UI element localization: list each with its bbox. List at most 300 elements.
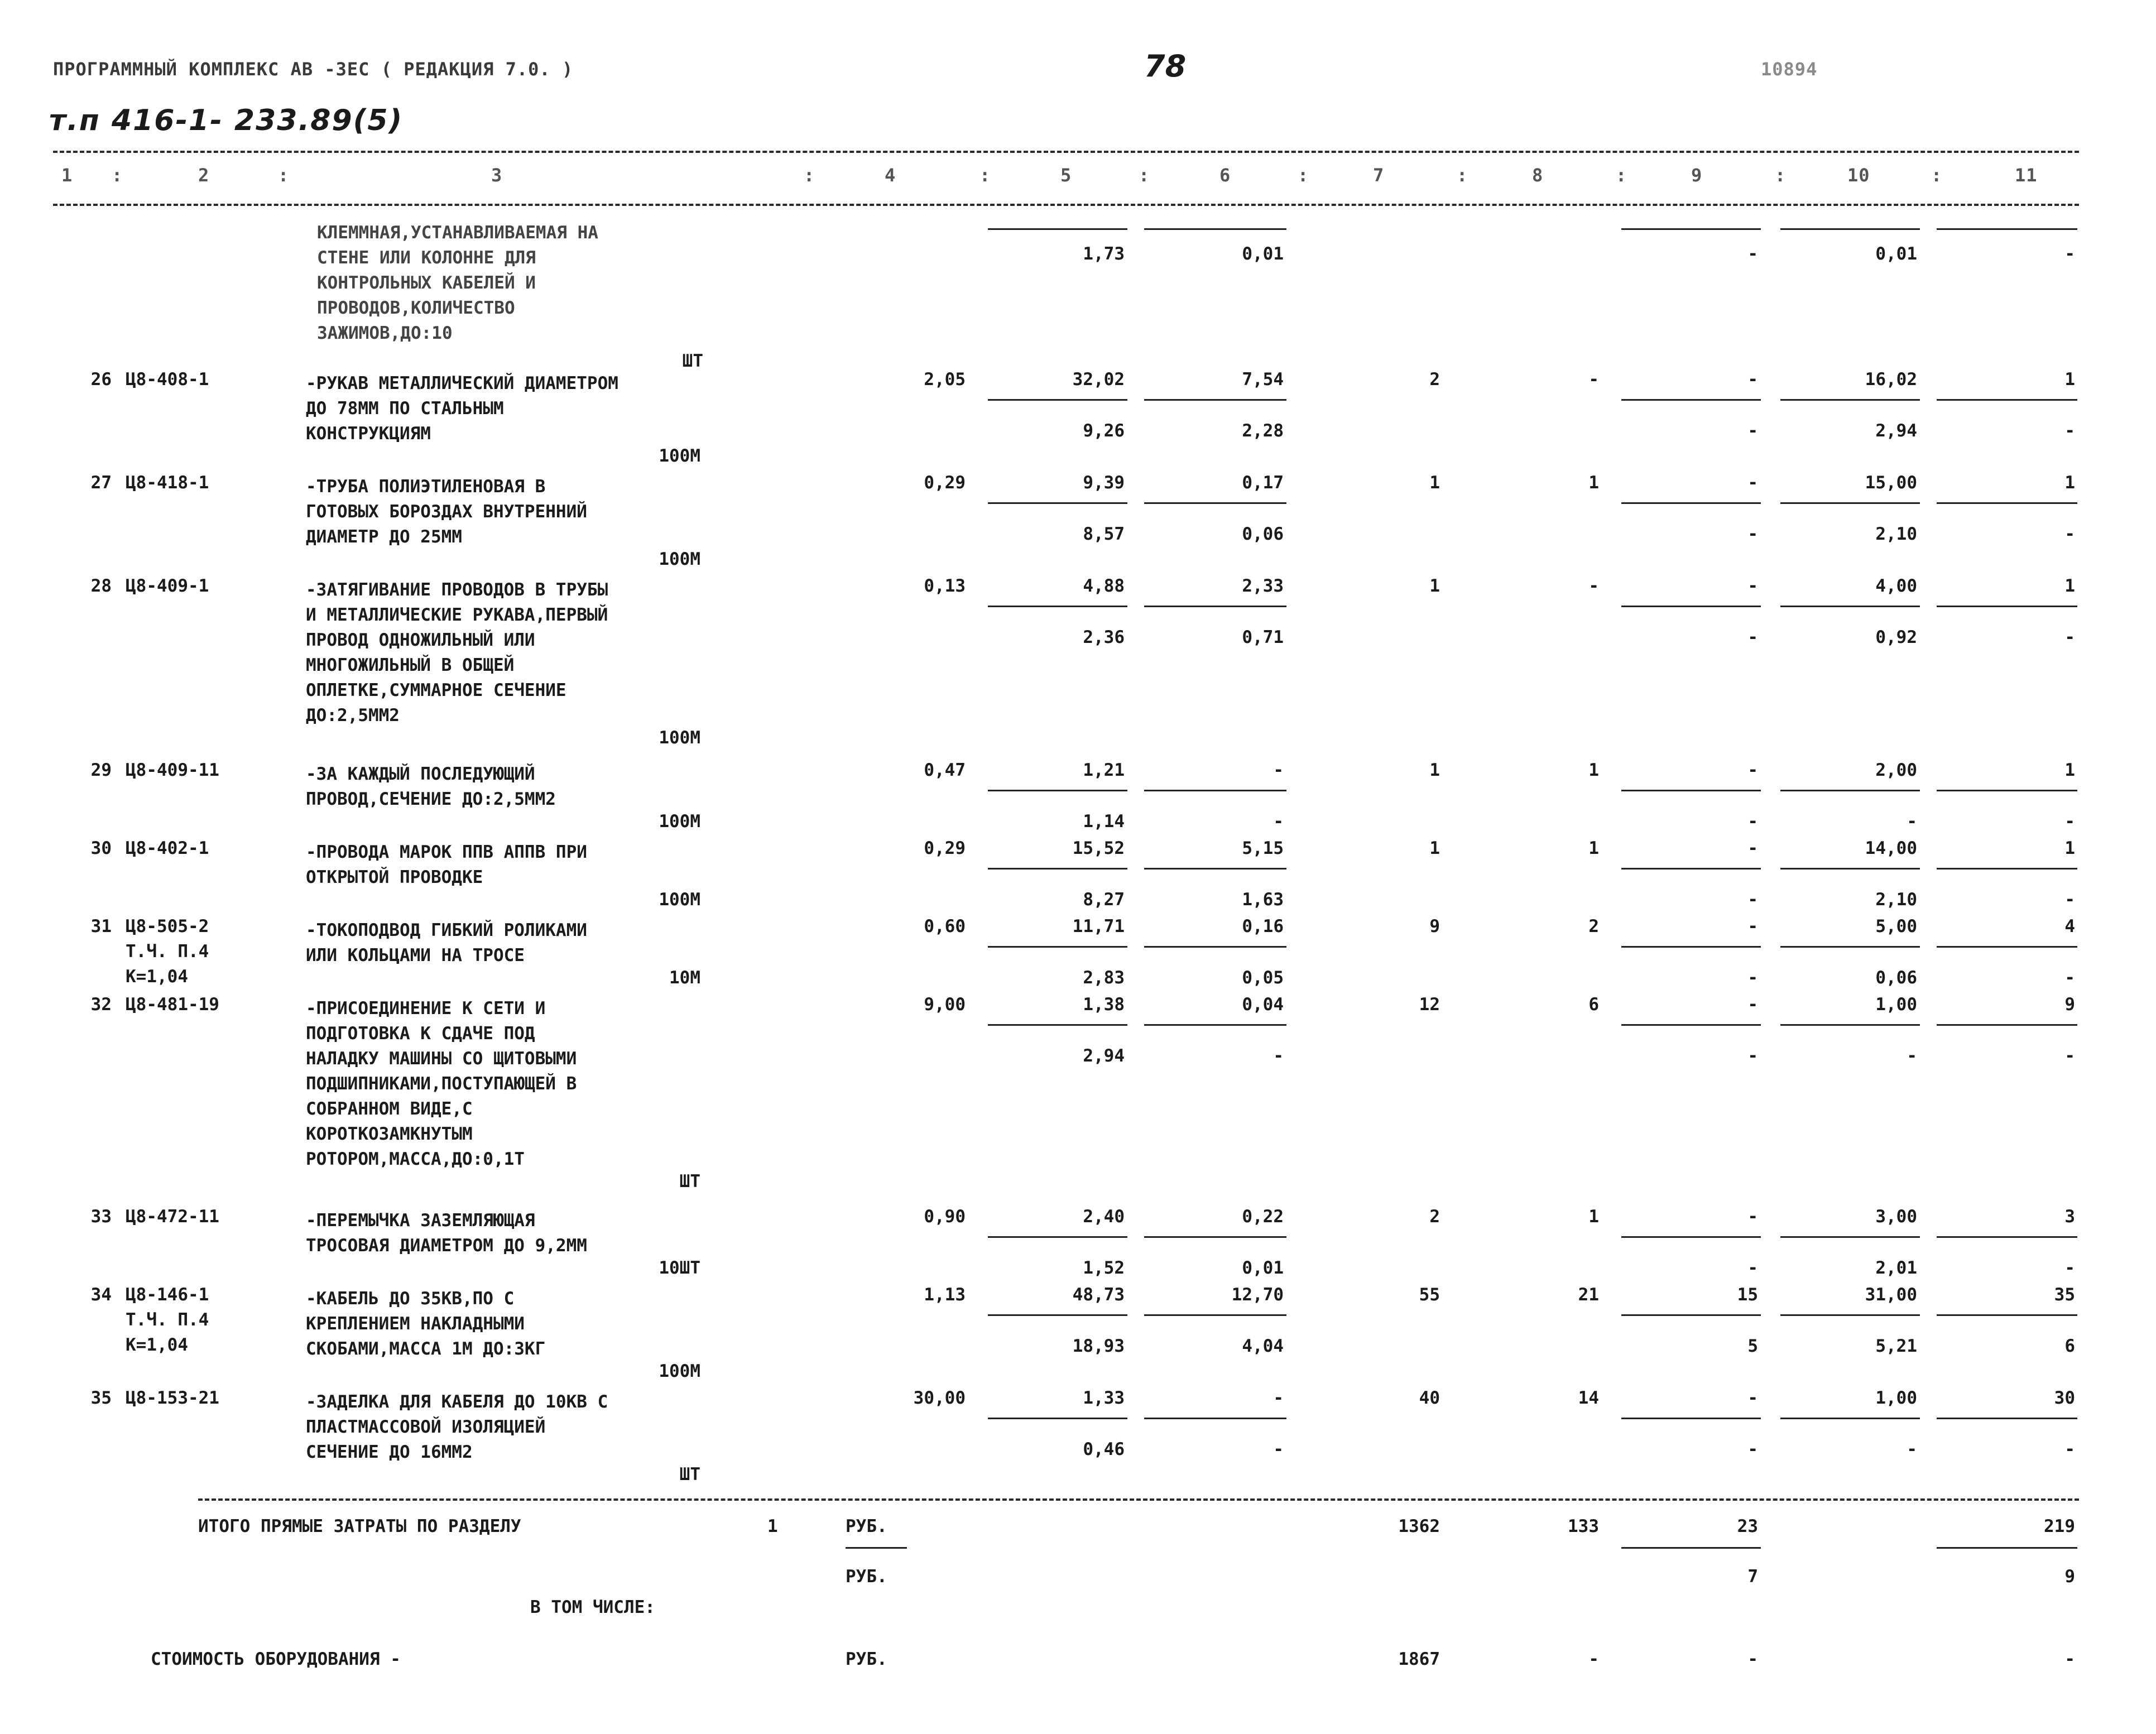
row-cell-c6: 2,33 (1242, 576, 1284, 596)
row-divider (1144, 1314, 1286, 1316)
continuation-cell-c10b: 0,01 (1875, 244, 1917, 264)
row-cell-c5: 1,33 (1083, 1388, 1125, 1408)
row-description-line: -КАБЕЛЬ ДО 35КВ,ПО С (306, 1289, 515, 1309)
row-code: Ц8-402-1 (126, 838, 209, 858)
row-cell-c9: - (1747, 838, 1758, 858)
row-cell-c4: 0,13 (924, 576, 966, 596)
row-divider (1937, 946, 2077, 948)
row-cell-c9b: - (1747, 421, 1758, 441)
row-cell-c10b: - (1907, 811, 1917, 832)
row-cell-c4: 2,05 (924, 369, 966, 390)
row-cell-c11b: - (2064, 1046, 2075, 1066)
row-code: Ц8-409-1 (126, 576, 209, 596)
row-cell-c8: 1 (1588, 473, 1599, 493)
row-cell-c4: 0,29 (924, 838, 966, 858)
row-cell-c6: 12,70 (1231, 1285, 1284, 1305)
row-cell-c8: - (1588, 369, 1599, 390)
row-cell-c6b: 2,28 (1242, 421, 1284, 441)
including-label: В ТОМ ЧИСЛЕ: (530, 1597, 655, 1617)
row-cell-c5b: 2,83 (1083, 968, 1125, 988)
row-code: Ц8-146-1 (126, 1285, 209, 1305)
row-cell-c4: 30,00 (913, 1388, 966, 1408)
row-cell-c9: - (1747, 369, 1758, 390)
row-description-line: -ПРИСОЕДИНЕНИЕ К СЕТИ И (306, 998, 546, 1019)
row-cell-c8: 21 (1578, 1285, 1599, 1305)
row-cell-c4: 0,29 (924, 473, 966, 493)
column-separator: : (1616, 165, 1627, 186)
header-top-rule (53, 151, 2079, 153)
row-description-line: ПРОВОД ОДНОЖИЛЬНЫЙ ИЛИ (306, 630, 535, 650)
row-description-line: КОНСТРУКЦИЯМ (306, 424, 431, 444)
row-cell-c5b: 0,46 (1083, 1439, 1125, 1459)
totals-c11: 219 (2044, 1516, 2075, 1536)
row-divider (1780, 502, 1920, 504)
row-cell-c8: 1 (1588, 838, 1599, 858)
row-divider (1621, 1024, 1761, 1026)
row-cell-c7: 12 (1419, 995, 1440, 1015)
column-header: 8 (1532, 165, 1544, 186)
totals-c11b: 9 (2064, 1567, 2075, 1587)
row-description-line: ДО 78ММ ПО СТАЛЬНЫМ (306, 398, 504, 419)
row-cell-c8: - (1588, 576, 1599, 596)
row-cell-c5: 1,21 (1083, 760, 1125, 780)
row-cell-c7: 55 (1419, 1285, 1440, 1305)
column-separator: : (1931, 165, 1943, 186)
row-divider (988, 1024, 1127, 1026)
row-unit: 100М (659, 1361, 700, 1381)
row-cell-c10: 2,00 (1875, 760, 1917, 780)
row-divider (988, 868, 1127, 870)
row-description-line: ПОДШИПНИКАМИ,ПОСТУПАЮЩЕЙ В (306, 1074, 577, 1094)
row-cell-c6b: - (1273, 1046, 1284, 1066)
totals-c8: 133 (1568, 1516, 1599, 1536)
row-divider (1144, 868, 1286, 870)
row-divider (1621, 790, 1761, 791)
totals-c9: 23 (1737, 1516, 1758, 1536)
row-cell-c6b: 0,05 (1242, 968, 1284, 988)
row-cell-c5: 11,71 (1072, 916, 1125, 936)
row-cell-c11: 1 (2064, 760, 2075, 780)
totals-section: 1 (767, 1516, 778, 1536)
row-cell-c5b: 8,57 (1083, 524, 1125, 544)
column-header: 2 (198, 165, 210, 186)
row-cell-c9b: - (1747, 968, 1758, 988)
row-cell-c10b: 5,21 (1875, 1336, 1917, 1356)
row-divider (988, 606, 1127, 607)
row-cell-c5b: 8,27 (1083, 890, 1125, 910)
row-cell-c7: 2 (1429, 369, 1440, 390)
row-cell-c7: 40 (1419, 1388, 1440, 1408)
row-description-line: ПРОВОД,СЕЧЕНИЕ ДО:2,5ММ2 (306, 789, 556, 809)
row-cell-c10b: - (1907, 1046, 1917, 1066)
row-description-line: -ПЕРЕМЫЧКА ЗАЗЕМЛЯЮЩАЯ (306, 1211, 535, 1231)
row-cell-c11b: - (2064, 627, 2075, 647)
row-cell-c11: 1 (2064, 473, 2075, 493)
row-description-line: НАЛАДКУ МАШИНЫ СО ЩИТОВЫМИ (306, 1049, 577, 1069)
continuation-cell-c5b: 1,73 (1083, 244, 1125, 264)
header-bottom-rule (53, 204, 2079, 206)
row-cell-c6b: - (1273, 811, 1284, 832)
row-cell-c6: - (1273, 760, 1284, 780)
row-cell-c9: - (1747, 473, 1758, 493)
row-description-line: И МЕТАЛЛИЧЕСКИЕ РУКАВА,ПЕРВЫЙ (306, 605, 608, 625)
row-description-line: КОРОТКОЗАМКНУТЫМ (306, 1124, 473, 1144)
row-number: 33 (90, 1207, 112, 1227)
row-cell-c6: 0,16 (1242, 916, 1284, 936)
row-cell-c10: 16,02 (1865, 369, 1917, 390)
equipment-c9: - (1747, 1649, 1758, 1669)
row-cell-c5b: 9,26 (1083, 421, 1125, 441)
row-divider (1144, 1236, 1286, 1238)
totals-currency: РУБ. (846, 1516, 887, 1536)
row-cell-c8: 14 (1578, 1388, 1599, 1408)
row-cell-c11: 3 (2064, 1207, 2075, 1227)
row-cell-c6: 0,22 (1242, 1207, 1284, 1227)
row-description-line: -ЗАДЕЛКА ДЛЯ КАБЕЛЯ ДО 10КВ С (306, 1392, 608, 1412)
row-cell-c9: - (1747, 916, 1758, 936)
row-description-line: РОТОРОМ,МАССА,ДО:0,1Т (306, 1149, 525, 1169)
row-cell-c11b: - (2064, 1258, 2075, 1278)
row-cell-c9b: - (1747, 627, 1758, 647)
row-divider (1937, 606, 2077, 607)
column-header: 1 (61, 165, 73, 186)
row-divider (1621, 502, 1761, 504)
row-code: Ц8-481-19 (126, 995, 219, 1015)
row-unit: 100М (659, 549, 700, 569)
row-number: 27 (90, 473, 112, 493)
row-unit: 100М (659, 811, 700, 832)
row-cell-c7: 1 (1429, 838, 1440, 858)
row-divider (1144, 399, 1286, 401)
row-cell-c9: - (1747, 995, 1758, 1015)
row-unit: 100М (659, 890, 700, 910)
row-cell-c10: 1,00 (1875, 995, 1917, 1015)
row-cell-c9b: - (1747, 1258, 1758, 1278)
row-code: Т.Ч. П.4 (126, 1310, 209, 1330)
row-description-line: -ЗАТЯГИВАНИЕ ПРОВОДОВ В ТРУБЫ (306, 580, 608, 600)
row-divider (1937, 399, 2077, 401)
row-number: 26 (90, 369, 112, 390)
page-number: 78 (1144, 49, 1187, 84)
row-divider (1937, 1024, 2077, 1026)
row-number: 32 (90, 995, 112, 1015)
row-cell-c6b: 1,63 (1242, 890, 1284, 910)
row-divider (1621, 1236, 1761, 1238)
column-separator: : (804, 165, 815, 186)
row-divider (988, 790, 1127, 791)
row-cell-c5: 2,40 (1083, 1207, 1125, 1227)
row-cell-c9: - (1747, 1388, 1758, 1408)
row-description-line: ПОДГОТОВКА К СДАЧЕ ПОД (306, 1024, 535, 1044)
row-cell-c10b: 2,01 (1875, 1258, 1917, 1278)
row-divider (1937, 1236, 2077, 1238)
row-code: Ц8-408-1 (126, 369, 209, 390)
column-separator: : (112, 165, 123, 186)
row-cell-c8: 1 (1588, 1207, 1599, 1227)
row-cell-c6b: 0,01 (1242, 1258, 1284, 1278)
row-divider (1780, 399, 1920, 401)
row-description-line: КРЕПЛЕНИЕМ НАКЛАДНЫМИ (306, 1314, 525, 1334)
equipment-label: СТОИМОСТЬ ОБОРУДОВАНИЯ - (151, 1649, 401, 1669)
continuation-divider (1621, 228, 1761, 230)
row-cell-c11: 30 (2054, 1388, 2075, 1408)
continuation-text-line: ПРОВОДОВ,КОЛИЧЕСТВО (317, 298, 515, 318)
row-description-line: СКОБАМИ,МАССА 1М ДО:3КГ (306, 1339, 546, 1359)
column-separator: : (1139, 165, 1150, 186)
continuation-divider (1144, 228, 1286, 230)
row-cell-c4: 1,13 (924, 1285, 966, 1305)
row-divider (1621, 606, 1761, 607)
row-cell-c9b: - (1747, 811, 1758, 832)
sheet-code: 10894 (1761, 59, 1818, 80)
row-cell-c7: 9 (1429, 916, 1440, 936)
row-unit: 10М (669, 968, 700, 988)
row-divider (1144, 502, 1286, 504)
row-cell-c9b: - (1747, 524, 1758, 544)
row-cell-c4: 0,47 (924, 760, 966, 780)
row-cell-c5b: 1,14 (1083, 811, 1125, 832)
continuation-unit: ШТ (682, 351, 703, 371)
column-header: 7 (1373, 165, 1385, 186)
row-description-line: ДИАМЕТР ДО 25ММ (306, 527, 462, 547)
row-divider (1621, 1314, 1761, 1316)
totals-currency-2: РУБ. (846, 1567, 887, 1587)
row-cell-c4: 0,90 (924, 1207, 966, 1227)
row-divider (1621, 868, 1761, 870)
row-cell-c7: 1 (1429, 473, 1440, 493)
row-description-line: ОТКРЫТОЙ ПРОВОДКЕ (306, 867, 483, 887)
column-separator: : (1775, 165, 1787, 186)
row-cell-c11: 1 (2064, 576, 2075, 596)
row-divider (1780, 946, 1920, 948)
continuation-cell-c9b: - (1747, 244, 1758, 264)
row-cell-c5: 32,02 (1072, 369, 1125, 390)
continuation-cell-c6b: 0,01 (1242, 244, 1284, 264)
row-cell-c4: 9,00 (924, 995, 966, 1015)
row-cell-c9: 15 (1737, 1285, 1758, 1305)
row-cell-c11b: 6 (2064, 1336, 2075, 1356)
row-cell-c10: 14,00 (1865, 838, 1917, 858)
row-description-line: ТРОСОВАЯ ДИАМЕТРОМ ДО 9,2ММ (306, 1236, 587, 1256)
continuation-divider (1937, 228, 2077, 230)
row-cell-c11b: - (2064, 524, 2075, 544)
continuation-text-line: ЗАЖИМОВ,ДО:10 (317, 323, 453, 343)
row-divider (988, 502, 1127, 504)
row-description-line: -РУКАВ МЕТАЛЛИЧЕСКИЙ ДИАМЕТРОМ (306, 373, 618, 393)
row-cell-c10b: 0,92 (1875, 627, 1917, 647)
row-cell-c9b: - (1747, 1046, 1758, 1066)
row-divider (1144, 946, 1286, 948)
row-cell-c11: 1 (2064, 369, 2075, 390)
row-divider (1144, 790, 1286, 791)
totals-divider (846, 1547, 907, 1549)
row-cell-c10: 5,00 (1875, 916, 1917, 936)
equipment-currency: РУБ. (846, 1649, 887, 1669)
totals-divider (1937, 1547, 2077, 1549)
row-cell-c6: - (1273, 1388, 1284, 1408)
totals-divider (1621, 1547, 1761, 1549)
row-divider (1144, 1024, 1286, 1026)
row-cell-c6: 5,15 (1242, 838, 1284, 858)
row-cell-c6b: 0,06 (1242, 524, 1284, 544)
row-cell-c10b: 2,10 (1875, 890, 1917, 910)
row-divider (1780, 1024, 1920, 1026)
row-unit: ШТ (679, 1464, 700, 1485)
row-cell-c8: 6 (1588, 995, 1599, 1015)
row-cell-c5: 48,73 (1072, 1285, 1125, 1305)
continuation-text-line: СТЕНЕ ИЛИ КОЛОННЕ ДЛЯ (317, 248, 536, 268)
column-separator: : (979, 165, 991, 186)
row-code: Ц8-153-21 (126, 1388, 219, 1408)
row-cell-c8: 1 (1588, 760, 1599, 780)
row-divider (1780, 790, 1920, 791)
continuation-divider (988, 228, 1127, 230)
row-cell-c10: 3,00 (1875, 1207, 1917, 1227)
row-divider (1937, 502, 2077, 504)
row-cell-c11b: - (2064, 1439, 2075, 1459)
row-cell-c5: 1,38 (1083, 995, 1125, 1015)
column-separator: : (1298, 165, 1309, 186)
row-number: 29 (90, 760, 112, 780)
row-cell-c11: 9 (2064, 995, 2075, 1015)
row-cell-c9: - (1747, 760, 1758, 780)
column-header: 9 (1691, 165, 1703, 186)
row-cell-c4: 0,60 (924, 916, 966, 936)
row-divider (1937, 790, 2077, 791)
totals-c7: 1362 (1398, 1516, 1440, 1536)
row-description-line: МНОГОЖИЛЬНЫЙ В ОБЩЕЙ (306, 655, 515, 675)
row-code: Ц8-418-1 (126, 473, 209, 493)
row-cell-c6b: 4,04 (1242, 1336, 1284, 1356)
row-description-line: -ТОКОПОДВОД ГИБКИЙ РОЛИКАМИ (306, 920, 587, 940)
row-divider (988, 399, 1127, 401)
row-number: 31 (90, 916, 112, 936)
row-cell-c11: 4 (2064, 916, 2075, 936)
row-description-line: ИЛИ КОЛЬЦАМИ НА ТРОСЕ (306, 945, 525, 966)
column-header: 4 (885, 165, 896, 186)
row-divider (988, 1418, 1127, 1419)
row-divider (988, 1314, 1127, 1316)
row-cell-c5b: 1,52 (1083, 1258, 1125, 1278)
totals-rule (198, 1498, 2079, 1501)
row-description-line: -ПРОВОДА МАРОК ППВ АППВ ПРИ (306, 842, 587, 862)
row-unit: ШТ (679, 1171, 700, 1192)
equipment-c7: 1867 (1398, 1649, 1440, 1669)
row-cell-c5: 9,39 (1083, 473, 1125, 493)
row-divider (988, 1236, 1127, 1238)
row-divider (1621, 1418, 1761, 1419)
row-divider (1621, 399, 1761, 401)
row-cell-c10b: 0,06 (1875, 968, 1917, 988)
row-code: Ц8-472-11 (126, 1207, 219, 1227)
row-cell-c10: 1,00 (1875, 1388, 1917, 1408)
row-description-line: ОПЛЕТКЕ,СУММАРНОЕ СЕЧЕНИЕ (306, 680, 566, 700)
row-cell-c10: 4,00 (1875, 576, 1917, 596)
row-cell-c11b: - (2064, 890, 2075, 910)
continuation-divider (1780, 228, 1920, 230)
row-divider (1780, 1314, 1920, 1316)
continuation-cell-c11b: - (2064, 244, 2075, 264)
row-code: Ц8-409-11 (126, 760, 219, 780)
column-header: 3 (491, 165, 503, 186)
row-divider (1937, 868, 2077, 870)
row-number: 34 (90, 1285, 112, 1305)
column-separator: : (1457, 165, 1468, 186)
row-divider (1780, 1236, 1920, 1238)
equipment-c8: - (1588, 1649, 1599, 1669)
row-description-line: ГОТОВЫХ БОРОЗДАХ ВНУТРЕННИЙ (306, 502, 587, 522)
row-cell-c9b: 5 (1747, 1336, 1758, 1356)
row-code: Т.Ч. П.4 (126, 942, 209, 962)
continuation-text-line: КЛЕММНАЯ,УСТАНАВЛИВАЕМАЯ НА (317, 223, 598, 243)
row-code: Ц8-505-2 (126, 916, 209, 936)
row-cell-c6: 0,17 (1242, 473, 1284, 493)
row-number: 30 (90, 838, 112, 858)
row-description-line: СЕЧЕНИЕ ДО 16ММ2 (306, 1442, 473, 1462)
row-cell-c11: 1 (2064, 838, 2075, 858)
program-title: ПРОГРАММНЫЙ КОМПЛЕКС АВ -ЗЕС ( РЕДАКЦИЯ 7.0. ) (53, 59, 574, 80)
row-cell-c5b: 18,93 (1072, 1336, 1125, 1356)
row-description-line: СОБРАННОМ ВИДЕ,С (306, 1099, 473, 1119)
row-cell-c7: 1 (1429, 576, 1440, 596)
row-divider (1780, 1418, 1920, 1419)
row-unit: 100М (659, 446, 700, 466)
row-description-line: -ТРУБА ПОЛИЭТИЛЕНОВАЯ В (306, 477, 546, 497)
row-cell-c9: - (1747, 1207, 1758, 1227)
row-divider (1937, 1314, 2077, 1316)
totals-label: ИТОГО ПРЯМЫЕ ЗАТРАТЫ ПО РАЗДЕЛУ (198, 1516, 521, 1536)
continuation-text-line: КОНТРОЛЬНЫХ КАБЕЛЕЙ И (317, 273, 536, 293)
column-header: 11 (2015, 165, 2038, 186)
equipment-c11: - (2064, 1649, 2075, 1669)
document-title: т.п 416-1- 233.89(5) (49, 104, 404, 137)
row-divider (1780, 606, 1920, 607)
row-description-line: ДО:2,5ММ2 (306, 705, 400, 726)
row-cell-c10: 15,00 (1865, 473, 1917, 493)
row-cell-c6b: 0,71 (1242, 627, 1284, 647)
row-cell-c5b: 2,94 (1083, 1046, 1125, 1066)
row-cell-c11b: - (2064, 968, 2075, 988)
row-divider (1144, 1418, 1286, 1419)
row-cell-c10b: - (1907, 1439, 1917, 1459)
row-cell-c5: 4,88 (1083, 576, 1125, 596)
column-separator: : (278, 165, 290, 186)
row-cell-c8: 2 (1588, 916, 1599, 936)
row-unit: 100М (659, 728, 700, 748)
row-unit: 10ШТ (659, 1258, 700, 1278)
row-divider (1621, 946, 1761, 948)
row-code: К=1,04 (126, 1335, 188, 1355)
column-header: 6 (1219, 165, 1231, 186)
row-cell-c6b: - (1273, 1439, 1284, 1459)
row-code: К=1,04 (126, 967, 188, 987)
totals-c9b: 7 (1747, 1567, 1758, 1587)
row-cell-c9b: - (1747, 890, 1758, 910)
row-divider (1937, 1418, 2077, 1419)
column-header: 5 (1060, 165, 1072, 186)
row-cell-c5b: 2,36 (1083, 627, 1125, 647)
row-cell-c7: 2 (1429, 1207, 1440, 1227)
row-cell-c5: 15,52 (1072, 838, 1125, 858)
row-divider (1144, 606, 1286, 607)
row-cell-c10b: 2,10 (1875, 524, 1917, 544)
row-cell-c9: - (1747, 576, 1758, 596)
row-cell-c11: 35 (2054, 1285, 2075, 1305)
row-number: 28 (90, 576, 112, 596)
row-cell-c11b: - (2064, 421, 2075, 441)
row-description-line: -ЗА КАЖДЫЙ ПОСЛЕДУЮЩИЙ (306, 764, 535, 784)
row-cell-c11b: - (2064, 811, 2075, 832)
